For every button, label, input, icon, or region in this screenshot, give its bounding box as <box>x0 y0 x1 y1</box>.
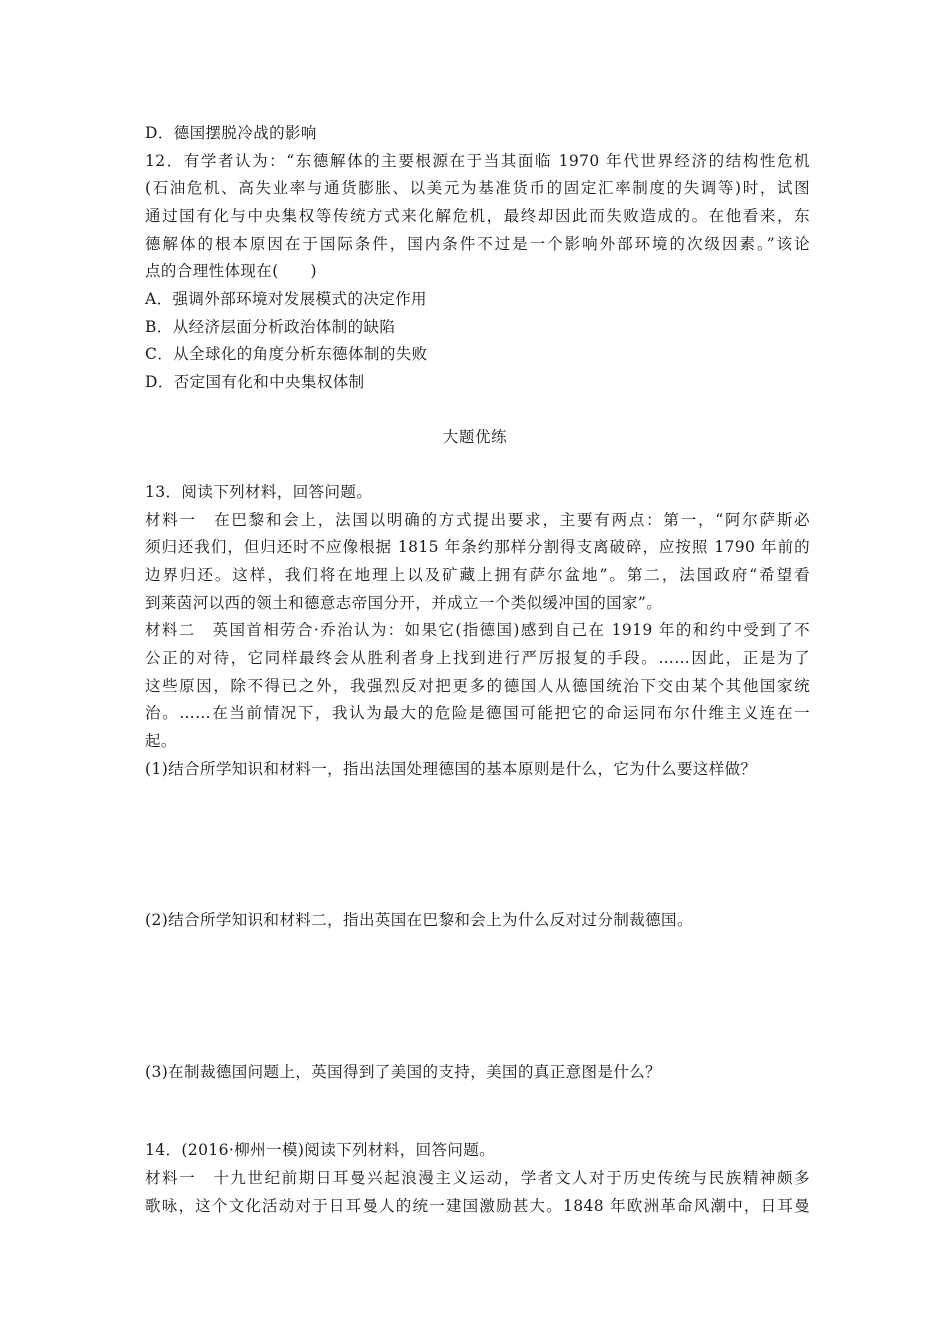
q13-material1-line-3: 边界归还。这样，我们将在地理上以及矿藏上拥有萨尔盆地”。第二，法国政府“希望看 <box>145 566 810 584</box>
q13-question-3: (3)在制裁德国问题上，英国得到了美国的支持，美国的真正意图是什么？ <box>145 1063 662 1081</box>
q13-question-1: (1)结合所学知识和材料一，指出法国处理德国的基本原则是什么，它为什么要这样做？ <box>145 760 757 778</box>
q13-question-2: (2)结合所学知识和材料二，指出英国在巴黎和会上为什么反对过分制裁德国。 <box>145 911 693 929</box>
q13-material2-line-5: 起。 <box>145 732 177 750</box>
q12-line-3: 通过国有化与中央集权等传统方式来化解危机，最终却因此而失败造成的。在他看来，东 <box>145 207 810 225</box>
top-option-d: D．德国摆脱冷战的影响 <box>145 124 317 142</box>
q13-material1-line-1: 材料一 在巴黎和会上，法国以明确的方式提出要求，主要有两点：第一，“阿尔萨斯必 <box>145 511 810 529</box>
q12-line-1: 12．有学者认为：“东德解体的主要根源在于当其面临 1970 年代世界经济的结构性危机 <box>145 152 810 170</box>
q13-material2-line-4: 治。……在当前情况下，我认为最大的危险是德国可能把它的命运同布尔什维主义连在一 <box>145 704 810 722</box>
q14-material1-line-1: 材料一 十九世纪前期日耳曼兴起浪漫主义运动，学者文人对于历史传统与民族精神颇多 <box>145 1169 810 1187</box>
q12-option-c: C．从全球化的角度分析东德体制的失败 <box>145 345 428 363</box>
q13-material2-line-1: 材料二 英国首相劳合·乔治认为：如果它(指德国)感到自己在 1919 年的和约中受到了不 <box>145 621 810 639</box>
q14-material1-line-2: 歌咏，这个文化活动对于日耳曼人的统一建国激励甚大。1848 年欧洲革命风潮中，日耳曼 <box>145 1197 810 1215</box>
q13-material1-line-2: 须归还我们，但归还时不应像根据 1815 年条约那样分割得支离破碎，应按照 1790 年前的 <box>145 538 810 556</box>
q14-intro: 14．(2016·柳州一模)阅读下列材料，回答问题。 <box>145 1141 496 1159</box>
q13-material2-line-2: 公正的对待，它同样最终会从胜利者身上找到进行严厉报复的手段。……因此，正是为了 <box>145 649 810 667</box>
q13-material1-line-4: 到莱茵河以西的领土和德意志帝国分开，并成立一个类似缓冲国的国家”。 <box>145 594 663 612</box>
q12-option-b: B．从经济层面分析政治体制的缺陷 <box>145 318 396 336</box>
q12-option-d: D．否定国有化和中央集权体制 <box>145 373 365 391</box>
q13-material2-line-3: 这些原因，除不得已之外，我强烈反对把更多的德国人从德国统治下交由某个其他国家统 <box>145 677 810 695</box>
section-title: 大题优练 <box>442 428 508 446</box>
q12-line-2: (石油危机、高失业率与通货膨胀、以美元为基准货币的固定汇率制度的失调等)时，试图 <box>145 179 810 197</box>
q13-intro: 13．阅读下列材料，回答问题。 <box>145 483 373 501</box>
q12-line-4: 德解体的根本原因在于国际条件，国内条件不过是一个影响外部环境的次级因素。”该论 <box>145 235 810 253</box>
q12-option-a: A．强调外部环境对发展模式的决定作用 <box>145 290 427 308</box>
q12-line-5: 点的合理性体现在( ) <box>145 262 317 280</box>
